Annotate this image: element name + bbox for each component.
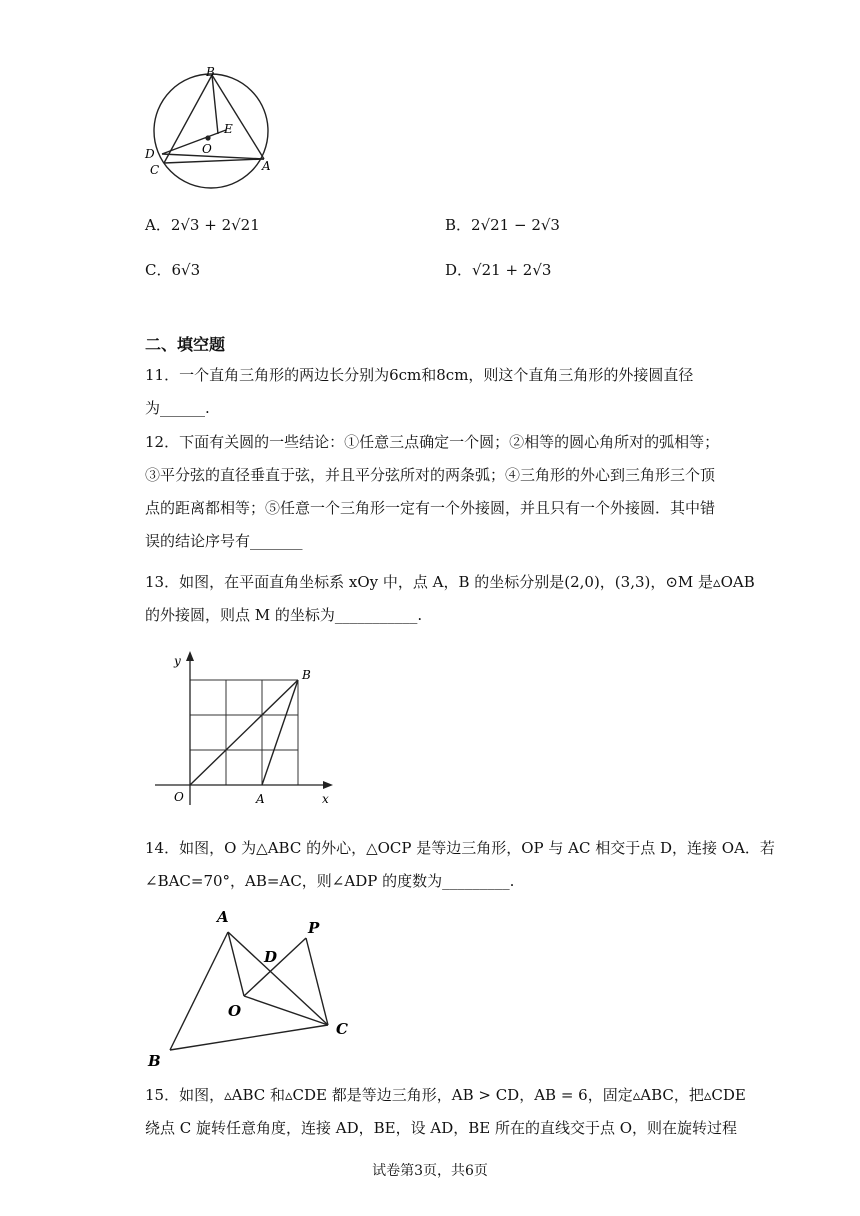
option-b: B．2√21 − 2√3 bbox=[445, 216, 560, 234]
q13-line2: 的外接圆，则点 M 的坐标为___________. bbox=[145, 606, 423, 624]
q14-line1: 14．如图，O 为△ABC 的外心，△OCP 是等边三角形，OP 与 AC 相交于点 D，连接 OA．若 bbox=[145, 839, 775, 857]
q13-line1: 13．如图，在平面直角坐标系 xOy 中，点 A，B 的坐标分别是(2,0)，(3,3)，⊙M 是▵OAB bbox=[145, 573, 755, 591]
coordinate-grid-figure bbox=[150, 645, 340, 815]
q11-line2: 为______. bbox=[145, 399, 210, 417]
circle-triangle-figure bbox=[140, 62, 280, 200]
q12-line2: ③平分弦的直径垂直于弦，并且平分弦所对的两条弧；④三角形的外心到三角形三个顶 bbox=[145, 466, 716, 484]
q11-line1: 11．一个直角三角形的两边长分别为6cm和8cm，则这个直角三角形的外接圆直径 bbox=[145, 366, 694, 384]
q15-line2: 绕点 C 旋转任意角度，连接 AD，BE，设 AD，BE 所在的直线交于点 O，则在旋转过程 bbox=[145, 1119, 738, 1137]
axis-y-label: y bbox=[174, 654, 181, 668]
label-B: B bbox=[148, 1052, 161, 1070]
axis-x-label: x bbox=[322, 792, 329, 806]
label-O: O bbox=[174, 790, 184, 804]
label-P: P bbox=[308, 919, 320, 937]
q15-line1: 15．如图，▵ABC 和▵CDE 都是等边三角形，AB > CD，AB = 6，固定▵ABC，把▵CDE bbox=[145, 1086, 746, 1104]
label-B: B bbox=[302, 668, 311, 682]
triangle-circumcenter-figure bbox=[140, 900, 360, 1070]
label-E: E bbox=[224, 122, 233, 136]
label-A: A bbox=[217, 908, 229, 926]
label-D: D bbox=[145, 147, 155, 161]
option-d: D．√21 + 2√3 bbox=[445, 261, 552, 279]
q14-line2: ∠BAC=70°，AB=AC，则∠ADP 的度数为_________. bbox=[145, 872, 515, 890]
option-c: C．6√3 bbox=[145, 261, 201, 279]
q12-line1: 12．下面有关圆的一些结论：①任意三点确定一个圆；②相等的圆心角所对的弧相等； bbox=[145, 433, 720, 451]
label-O: O bbox=[228, 1002, 242, 1020]
label-B: B bbox=[206, 65, 215, 79]
label-A: A bbox=[256, 792, 265, 806]
label-C: C bbox=[336, 1020, 348, 1038]
label-D: D bbox=[264, 948, 278, 966]
page-footer: 试卷第3页，共6页 bbox=[372, 1163, 488, 1179]
label-O: O bbox=[202, 142, 212, 156]
option-a: A．2√3 + 2√21 bbox=[145, 216, 260, 234]
q12-line3: 点的距离都相等；⑤任意一个三角形一定有一个外接圆，并且只有一个外接圆．其中错 bbox=[145, 499, 716, 517]
label-C: C bbox=[150, 163, 160, 177]
section-title: 二、填空题 bbox=[145, 335, 226, 354]
q12-line4: 误的结论序号有_______ bbox=[145, 532, 303, 550]
label-A: A bbox=[262, 159, 271, 173]
